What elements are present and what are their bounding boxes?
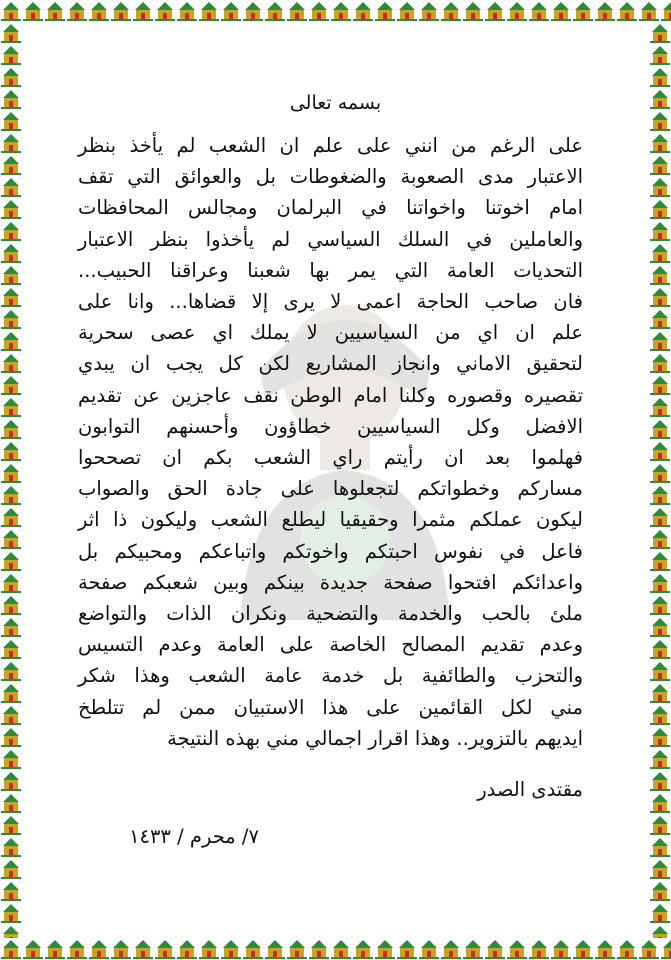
mosque-dome-icon (0, 528, 22, 550)
mosque-dome-icon (649, 44, 671, 66)
mosque-dome-icon (418, 938, 440, 960)
mosque-dome-icon (0, 132, 22, 154)
mosque-dome-icon (0, 374, 22, 396)
mosque-dome-icon (649, 396, 671, 418)
mosque-dome-icon (198, 938, 220, 960)
mosque-dome-icon (0, 66, 22, 88)
body-line: ايديهم بالتزوير.. وهذا اقرار اجمالي مني بهذه النتيجة (167, 726, 583, 750)
mosque-dome-icon (0, 352, 22, 374)
body-line: الاعتبار مدى الصعوبة والضغوطات بل والعوائق التي تقف (78, 165, 583, 189)
mosque-dome-icon (110, 938, 132, 960)
mosque-dome-icon (0, 308, 22, 330)
document-body (78, 130, 583, 754)
mosque-dome-icon (286, 938, 308, 960)
mosque-dome-icon (649, 726, 671, 748)
mosque-dome-icon (88, 0, 110, 22)
mosque-dome-icon (0, 198, 22, 220)
signature: مقتدى الصدر (477, 778, 583, 801)
body-line: امام اخوتنا واخواتنا في البرلمان ومجالس المحافظات (78, 196, 583, 220)
body-line: وعدم تقديم المصالح الخاصة على العامة وعدم التسيس (78, 633, 583, 657)
mosque-dome-icon (66, 0, 88, 22)
mosque-dome-icon (638, 938, 660, 960)
mosque-dome-icon (0, 924, 22, 938)
body-line: علم ان اي من السياسيين لا يملك اي عصى سحرية (78, 321, 583, 345)
mosque-dome-icon (649, 616, 671, 638)
mosque-dome-icon (110, 0, 132, 22)
mosque-dome-icon (176, 938, 198, 960)
mosque-dome-icon (308, 938, 330, 960)
mosque-dome-icon (0, 242, 22, 264)
mosque-dome-icon (0, 110, 22, 132)
mosque-dome-icon (649, 242, 671, 264)
mosque-dome-icon (220, 0, 242, 22)
mosque-dome-icon (649, 264, 671, 286)
mosque-dome-icon (528, 938, 550, 960)
body-line: ليكون عملكم مثمرا وحقيقيا ليطلع الشعب وليكون ذا اثر (78, 508, 583, 532)
mosque-dome-icon (506, 0, 528, 22)
mosque-dome-icon (0, 44, 22, 66)
mosque-dome-icon (616, 0, 638, 22)
mosque-dome-icon (506, 938, 528, 960)
mosque-dome-icon (649, 132, 671, 154)
mosque-dome-icon (0, 792, 22, 814)
mosque-dome-icon (649, 176, 671, 198)
mosque-dome-icon (264, 0, 286, 22)
mosque-dome-icon (0, 858, 22, 880)
mosque-dome-icon (649, 770, 671, 792)
mosque-dome-icon (649, 198, 671, 220)
mosque-dome-icon (649, 330, 671, 352)
mosque-dome-icon (649, 374, 671, 396)
body-line: والعاملين في السلك السياسي لم يأخذوا بنظر الاعتبار (78, 227, 583, 251)
mosque-dome-icon (198, 0, 220, 22)
mosque-dome-icon (0, 176, 22, 198)
mosque-dome-icon (88, 938, 110, 960)
mosque-dome-icon (649, 418, 671, 440)
document-page (30, 30, 641, 930)
mosque-dome-icon (0, 330, 22, 352)
body-line: لتحقيق الاماني وانجاز المشاريع لكن كل يجب ان يبدي (78, 352, 583, 376)
mosque-dome-icon (66, 938, 88, 960)
mosque-dome-icon (649, 858, 671, 880)
mosque-dome-icon (649, 572, 671, 594)
mosque-dome-icon (44, 938, 66, 960)
mosque-dome-icon (649, 220, 671, 242)
body-line: والتحزب والطائفية بل خدمة عامة الشعب وهذا شكر (78, 664, 583, 688)
mosque-dome-icon (0, 286, 22, 308)
mosque-dome-icon (44, 0, 66, 22)
mosque-dome-icon (154, 0, 176, 22)
mosque-dome-icon (649, 792, 671, 814)
mosque-dome-icon (649, 704, 671, 726)
mosque-dome-icon (0, 880, 22, 902)
mosque-dome-icon (132, 938, 154, 960)
body-line: مساركم وخطواتكم لتجعلوها على جادة الحق والصواب (78, 477, 583, 501)
mosque-dome-icon (0, 550, 22, 572)
mosque-dome-icon (0, 462, 22, 484)
mosque-dome-icon (649, 308, 671, 330)
mosque-dome-icon (550, 0, 572, 22)
mosque-dome-icon (572, 0, 594, 22)
mosque-dome-icon (374, 0, 396, 22)
mosque-dome-icon (649, 748, 671, 770)
body-line: الافضل وكل السياسيين خطاؤون وأحسنهم التوابون (78, 414, 583, 438)
mosque-dome-icon (220, 938, 242, 960)
mosque-dome-icon (0, 440, 22, 462)
mosque-dome-icon (616, 938, 638, 960)
mosque-dome-icon (649, 814, 671, 836)
mosque-dome-icon (528, 0, 550, 22)
mosque-dome-icon (649, 66, 671, 88)
mosque-dome-icon (0, 836, 22, 858)
mosque-dome-icon (352, 0, 374, 22)
mosque-dome-icon (0, 902, 22, 924)
body-line: مني لكل القائمين على هذا الاستبيان ممن لم تتلطخ (78, 695, 583, 719)
mosque-dome-icon (0, 682, 22, 704)
body-line: فان صاحب الحاجة اعمى لا يرى إلا قضاها... وانا على (78, 290, 583, 314)
mosque-dome-icon (0, 660, 22, 682)
mosque-dome-icon (484, 938, 506, 960)
mosque-dome-icon (649, 660, 671, 682)
mosque-dome-icon (649, 506, 671, 528)
mosque-dome-icon (649, 88, 671, 110)
mosque-dome-icon (649, 880, 671, 902)
mosque-dome-icon (22, 938, 44, 960)
mosque-dome-icon (132, 0, 154, 22)
body-line: على الرغم من انني على علم ان الشعب لم يأخذ بنظر (78, 134, 583, 157)
mosque-dome-icon (484, 0, 506, 22)
border-right (649, 22, 671, 938)
mosque-dome-icon (286, 0, 308, 22)
mosque-dome-icon (0, 704, 22, 726)
mosque-dome-icon (0, 594, 22, 616)
mosque-dome-icon (396, 0, 418, 22)
border-left (0, 22, 22, 938)
mosque-dome-icon (308, 0, 330, 22)
mosque-dome-icon (242, 938, 264, 960)
mosque-dome-icon (649, 528, 671, 550)
mosque-dome-icon (649, 440, 671, 462)
body-line: التحديات العامة التي يمر بها شعبنا وعراقنا الحبيب... (78, 258, 583, 282)
mosque-dome-icon (649, 836, 671, 858)
mosque-dome-icon (638, 0, 660, 22)
mosque-dome-icon (660, 0, 671, 22)
mosque-dome-icon (0, 748, 22, 770)
mosque-dome-icon (649, 550, 671, 572)
mosque-dome-icon (649, 682, 671, 704)
mosque-dome-icon (649, 638, 671, 660)
mosque-dome-icon (154, 938, 176, 960)
mosque-dome-icon (0, 154, 22, 176)
mosque-dome-icon (330, 938, 352, 960)
mosque-dome-icon (649, 462, 671, 484)
mosque-dome-icon (649, 484, 671, 506)
mosque-dome-icon (0, 220, 22, 242)
mosque-dome-icon (0, 418, 22, 440)
mosque-dome-icon (0, 814, 22, 836)
mosque-dome-icon (0, 396, 22, 418)
mosque-dome-icon (550, 938, 572, 960)
mosque-dome-icon (352, 938, 374, 960)
mosque-dome-icon (0, 484, 22, 506)
mosque-dome-icon (649, 902, 671, 924)
mosque-dome-icon (0, 770, 22, 792)
mosque-dome-icon (176, 0, 198, 22)
body-line: فاعل في نفوس احبتكم واخوتكم واتباعكم ومحبيكم بل (78, 539, 583, 563)
mosque-dome-icon (396, 938, 418, 960)
body-line: تقصيره وقصوره وكلنا امام الوطن نقف عاجزين عن تقديم (78, 383, 583, 407)
mosque-dome-icon (264, 938, 286, 960)
mosque-dome-icon (440, 938, 462, 960)
mosque-dome-icon (649, 22, 671, 44)
document-date: ٧/ محرم / ١٤٣٣ (129, 825, 259, 848)
mosque-dome-icon (440, 0, 462, 22)
body-line: واعدائكم افتحوا صفحة جديدة بينكم وبين شعبكم صفحة (78, 570, 583, 594)
mosque-dome-icon (649, 154, 671, 176)
border-bottom (0, 938, 671, 960)
mosque-dome-icon (0, 572, 22, 594)
mosque-dome-icon (462, 938, 484, 960)
mosque-dome-icon (22, 0, 44, 22)
mosque-dome-icon (0, 0, 22, 22)
mosque-dome-icon (374, 938, 396, 960)
mosque-dome-icon (649, 110, 671, 132)
document-title: بسمه تعالى (289, 92, 382, 114)
mosque-dome-icon (242, 0, 264, 22)
border-top (0, 0, 671, 22)
mosque-dome-icon (0, 726, 22, 748)
mosque-dome-icon (649, 352, 671, 374)
mosque-dome-icon (649, 924, 671, 938)
mosque-dome-icon (0, 264, 22, 286)
mosque-dome-icon (462, 0, 484, 22)
body-line: فهلموا بعد ان رأيتم راي الشعب بكم ان تصححوا (78, 446, 583, 470)
mosque-dome-icon (0, 616, 22, 638)
mosque-dome-icon (649, 286, 671, 308)
mosque-dome-icon (0, 88, 22, 110)
mosque-dome-icon (0, 638, 22, 660)
mosque-dome-icon (572, 938, 594, 960)
mosque-dome-icon (649, 594, 671, 616)
mosque-dome-icon (0, 938, 22, 960)
mosque-dome-icon (0, 506, 22, 528)
mosque-dome-icon (660, 938, 671, 960)
body-line: ملئ بالحب والخدمة والتضحية ونكران الذات والتواضع (78, 602, 583, 626)
mosque-dome-icon (594, 0, 616, 22)
mosque-dome-icon (418, 0, 440, 22)
mosque-dome-icon (594, 938, 616, 960)
mosque-dome-icon (0, 22, 22, 44)
mosque-dome-icon (330, 0, 352, 22)
